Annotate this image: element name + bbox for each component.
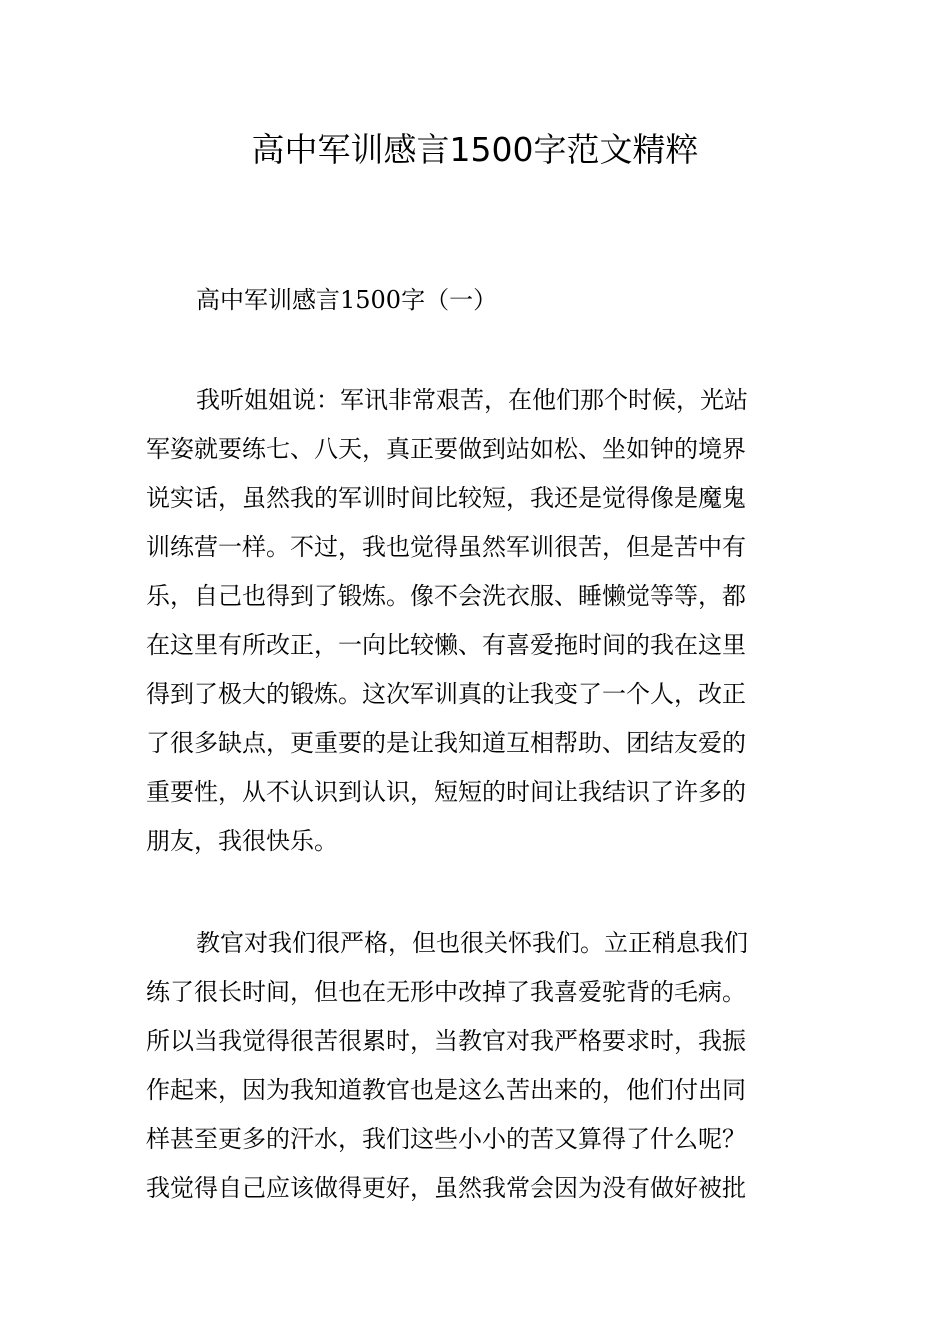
- paragraph-line: 重要性，从不认识到认识，短短的时间让我结识了许多的: [146, 778, 746, 806]
- paragraph-line: 我听姐姐说：军讯非常艰苦，在他们那个时候，光站: [196, 386, 748, 414]
- paragraph-line: 训练营一样。不过，我也觉得虽然军训很苦，但是苦中有: [146, 533, 746, 561]
- paragraph-1: [146, 376, 810, 866]
- paragraph-line: 了很多缺点，更重要的是让我知道互相帮助、团结友爱的: [146, 729, 746, 757]
- paragraph-line: 所以当我觉得很苦很累时，当教官对我严格要求时，我振: [146, 1027, 746, 1055]
- paragraph-line: 样甚至更多的汗水，我们这些小小的苦又算得了什么呢？: [146, 1125, 746, 1153]
- paragraph-line: 得到了极大的锻炼。这次军训真的让我变了一个人，改正: [146, 680, 746, 708]
- paragraph-line: 乐，自己也得到了锻炼。像不会洗衣服、睡懒觉等等，都: [146, 582, 746, 610]
- document-title: 高中军训感言1500字范文精粹: [251, 130, 699, 169]
- paragraph-line: 练了很长时间，但也在无形中改掉了我喜爱驼背的毛病。: [146, 978, 746, 1006]
- paragraph-line: 军姿就要练七、八天，真正要做到站如松、坐如钟的境界: [146, 435, 746, 463]
- section-heading: 高中军训感言1500字（一）: [196, 286, 498, 314]
- paragraph-line: 朋友，我很快乐。: [146, 827, 338, 855]
- paragraph-line: 作起来，因为我知道教官也是这么苦出来的，他们付出同: [146, 1076, 746, 1104]
- paragraph-line: 我觉得自己应该做得更好，虽然我常会因为没有做好被批: [146, 1174, 746, 1202]
- paragraph-line: 在这里有所改正，一向比较懒、有喜爱拖时间的我在这里: [146, 631, 746, 659]
- paragraph-line: 教官对我们很严格，但也很关怀我们。立正稍息我们: [196, 929, 748, 957]
- paragraph-line: 说实话，虽然我的军训时间比较短，我还是觉得像是魔鬼: [146, 484, 746, 512]
- paragraph-2: [146, 919, 810, 1213]
